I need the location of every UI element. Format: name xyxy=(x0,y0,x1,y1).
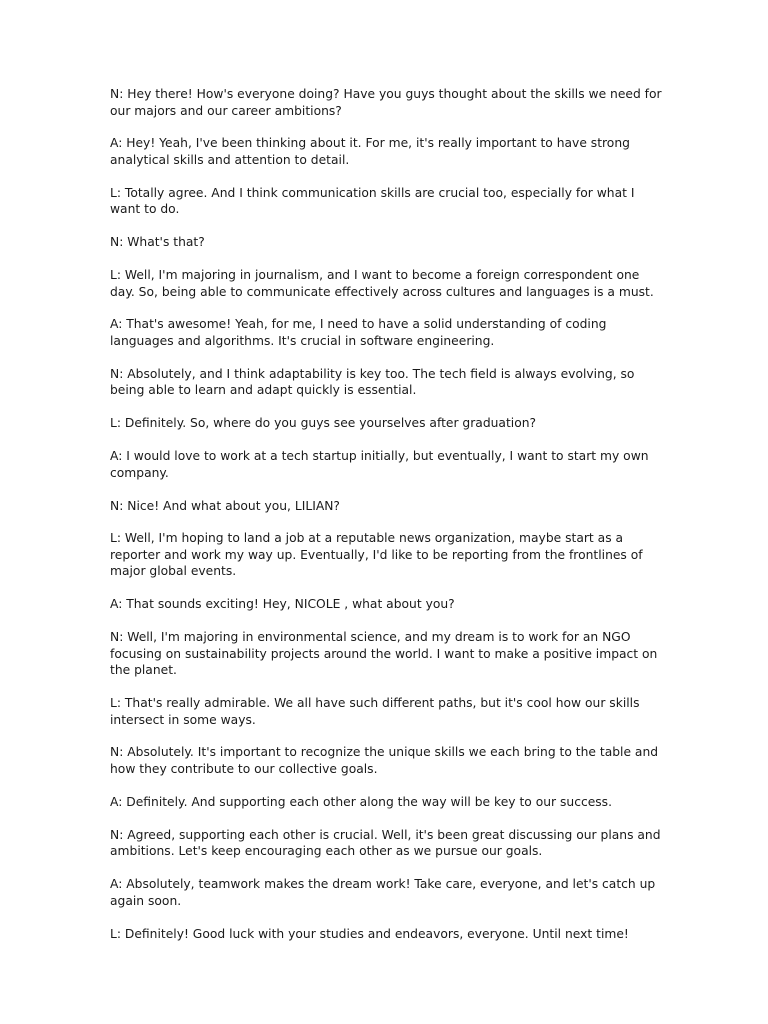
dialogue-paragraph: N: Absolutely. It's important to recognize the unique skills we each bring to the table and how they contribute to our collective goals. xyxy=(110,745,659,776)
dialogue-paragraph: N: Agreed, supporting each other is crucial. Well, it's been great discussing our plans and ambitions. Let's keep encouraging each other as we pursue our goals. xyxy=(110,827,661,859)
dialogue-paragraph: A: Definitely. And supporting each other along the way will be key to our success. xyxy=(110,794,612,809)
dialogue-paragraph: L: Definitely. So, where do you guys see yourselves after graduation? xyxy=(110,416,537,431)
dialogue-paragraph: A: That sounds exciting! Hey, NICOLE , what about you? xyxy=(110,597,455,612)
dialogue-paragraph: L: Definitely! Good luck with your studies and endeavors, everyone. Until next time! xyxy=(110,926,629,941)
dialogue-paragraph: N: Nice! And what about you, LILIAN? xyxy=(110,498,340,513)
dialogue-paragraph: L: Well, I'm hoping to land a job at a reputable news organization, maybe start as a reporter and work my way up. Eventually, I'd like to be reporting from the frontlines of major global events. xyxy=(110,531,643,579)
dialogue-paragraph: N: Hey there! How's everyone doing? Have you guys thought about the skills we need for our majors and our career ambitions? xyxy=(110,87,662,118)
dialogue-paragraph: A: Absolutely, teamwork makes the dream work! Take care, everyone, and let's catch up again soon. xyxy=(110,877,656,908)
dialogue-paragraph: L: That's really admirable. We all have such different paths, but it's cool how our skills intersect in some ways. xyxy=(110,696,640,727)
document-body xyxy=(110,86,662,958)
dialogue-paragraph: A: Hey! Yeah, I've been thinking about it. For me, it's really important to have strong analytical skills and attention to detail. xyxy=(110,136,630,167)
dialogue-paragraph: A: I would love to work at a tech startup initially, but eventually, I want to start my own company. xyxy=(110,449,649,480)
dialogue-paragraph: N: What's that? xyxy=(110,235,205,250)
dialogue-paragraph: N: Well, I'm majoring in environmental science, and my dream is to work for an NGO focusing on sustainability projects around the world. I want to make a positive impact on the planet. xyxy=(110,630,658,678)
dialogue-paragraph: A: That's awesome! Yeah, for me, I need to have a solid understanding of coding languages and algorithms. It's crucial in software engineering. xyxy=(110,317,607,348)
dialogue-paragraph: L: Well, I'm majoring in journalism, and I want to become a foreign correspondent one day. So, being able to communicate effectively across cultures and languages is a must. xyxy=(110,268,654,299)
dialogue-paragraph: N: Absolutely, and I think adaptability is key too. The tech field is always evolving, so being able to learn and adapt quickly is essential. xyxy=(110,366,635,398)
dialogue-paragraph: L: Totally agree. And I think communication skills are crucial too, especially for what I want to do. xyxy=(110,185,635,217)
